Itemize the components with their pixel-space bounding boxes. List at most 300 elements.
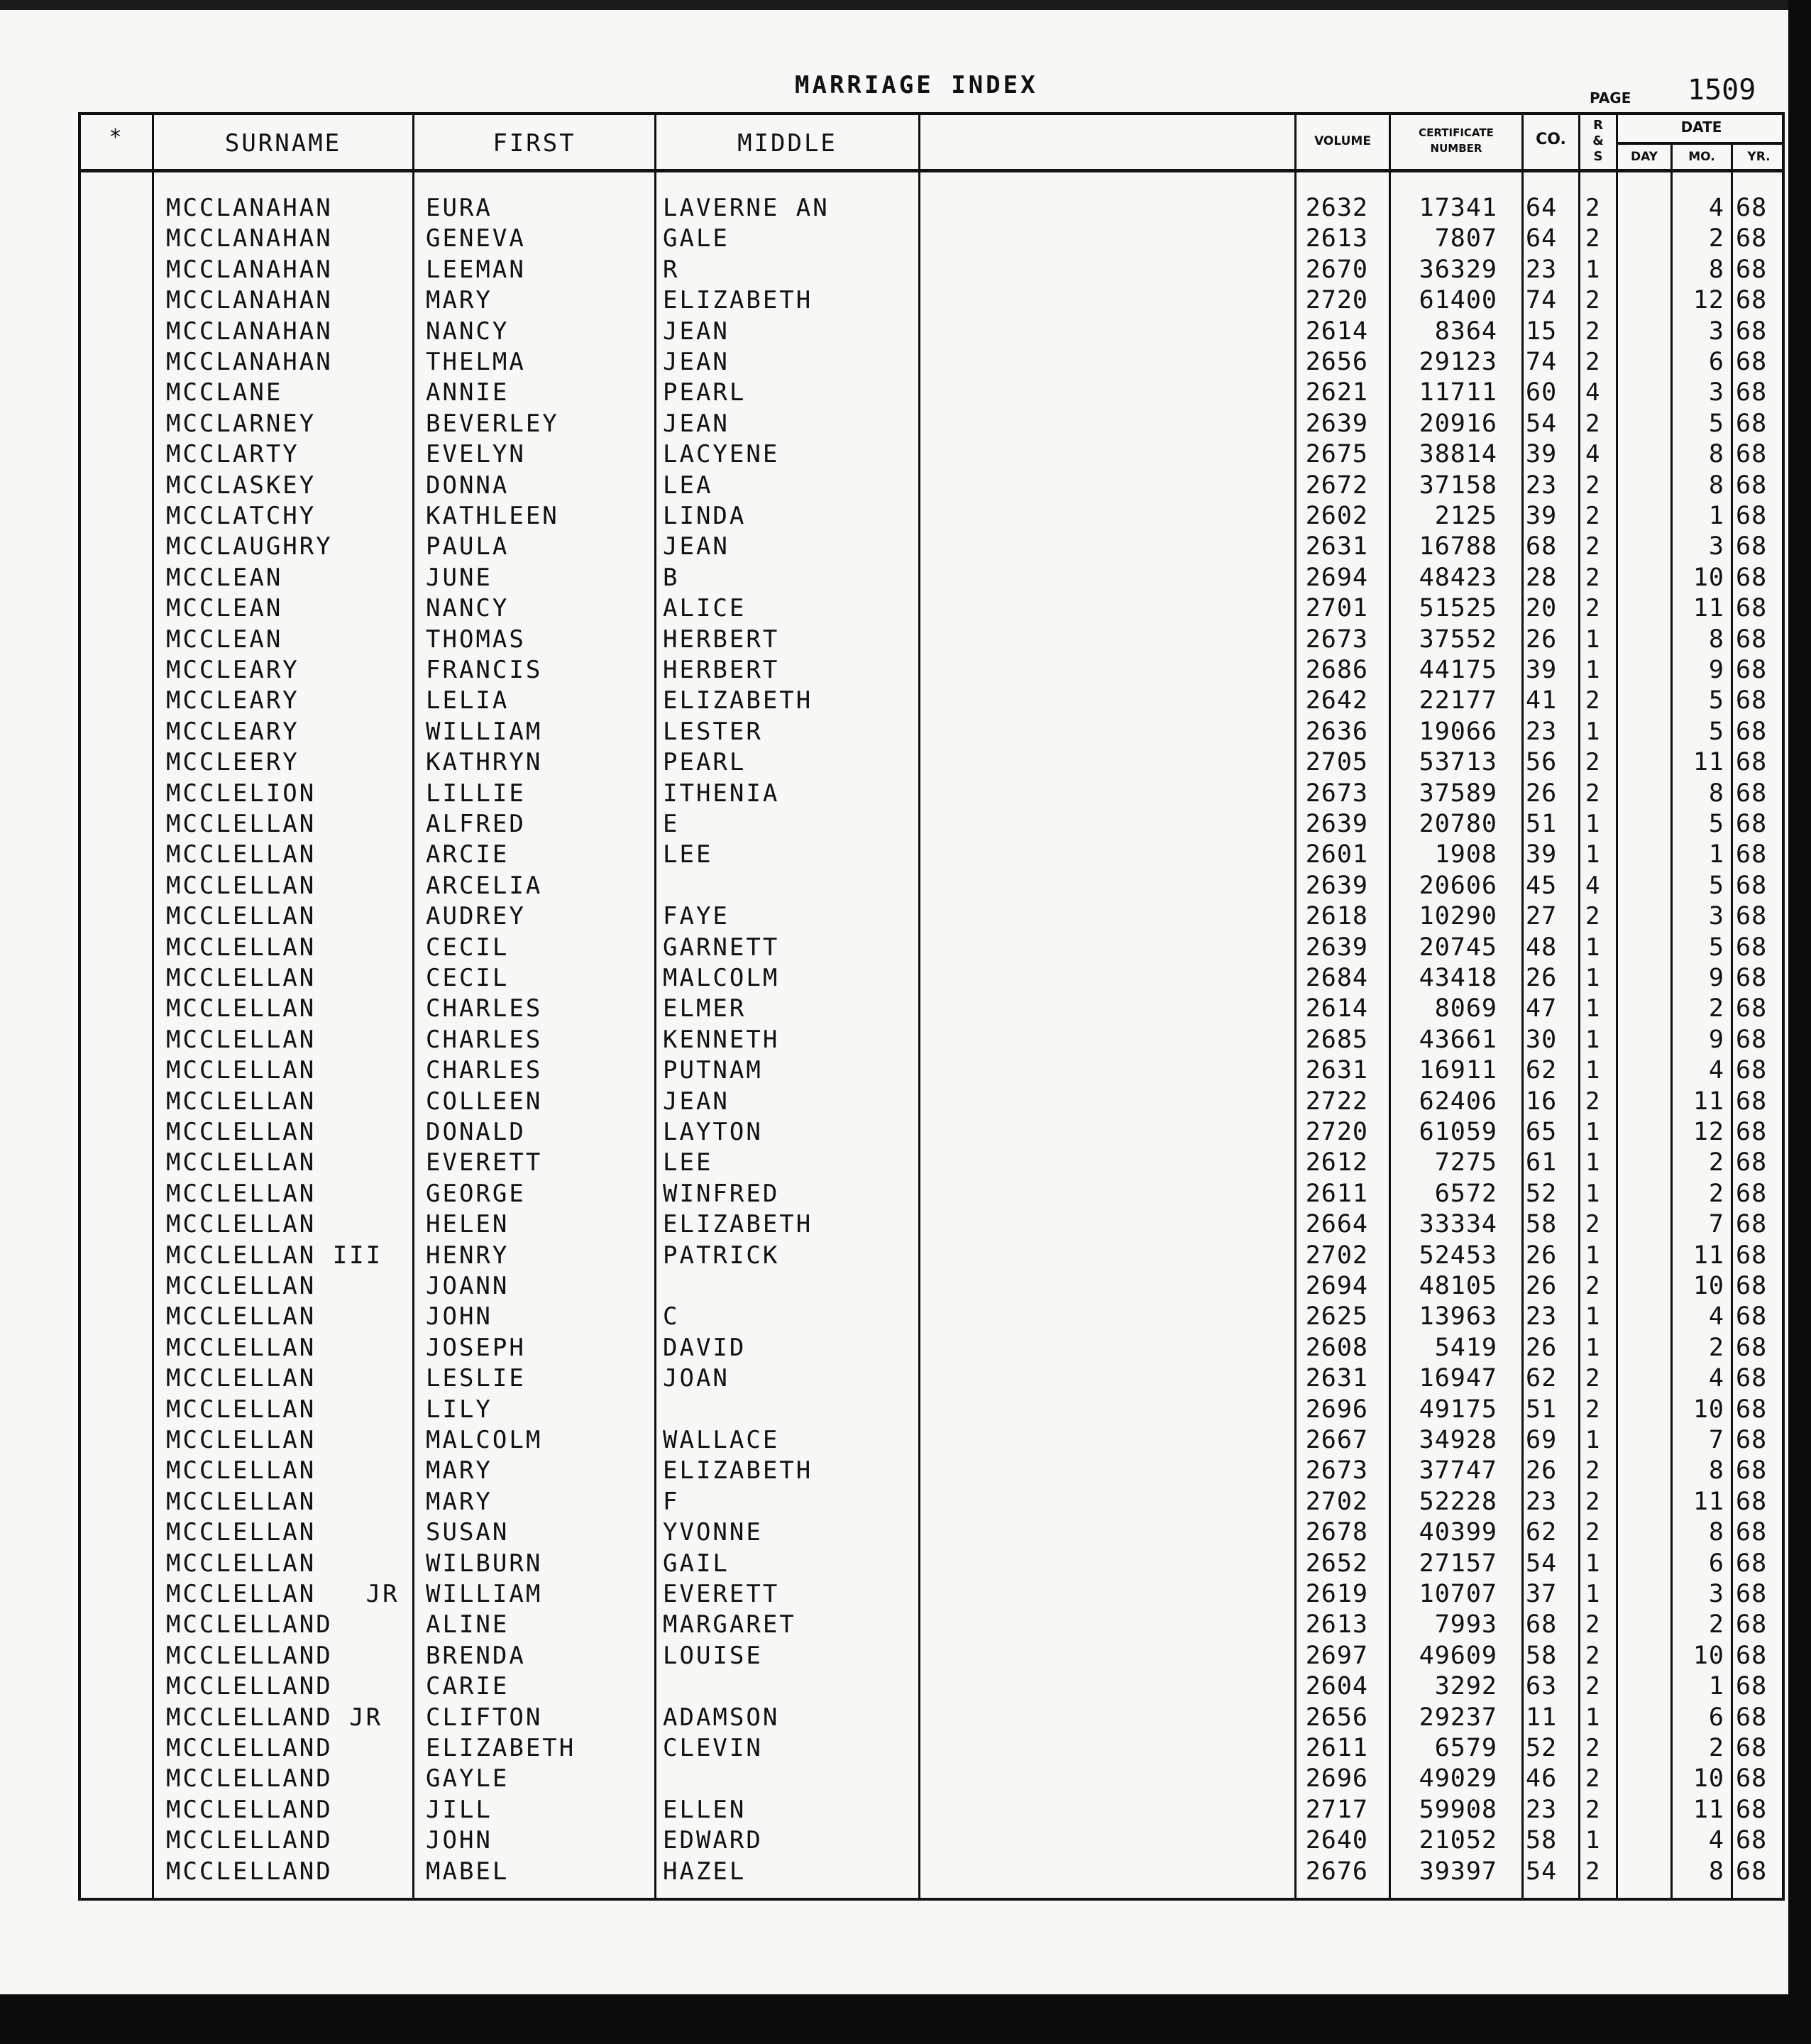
cell-cert: 37552 bbox=[1419, 625, 1497, 654]
cell-volume: 2618 bbox=[1305, 902, 1368, 931]
cell-middle: LOUISE bbox=[663, 1641, 763, 1670]
cell-rs: 1 bbox=[1585, 1333, 1602, 1362]
cell-middle: LAVERNE AN bbox=[663, 194, 830, 222]
cell-surname: MCCLANAHAN bbox=[166, 348, 333, 376]
cell-yr: 68 bbox=[1736, 378, 1768, 407]
table-row bbox=[0, 347, 1811, 378]
cell-volume: 2656 bbox=[1305, 1703, 1368, 1732]
cell-mo: 3 bbox=[1708, 1580, 1724, 1608]
header-surname: SURNAME bbox=[224, 129, 342, 158]
cell-cert: 49175 bbox=[1419, 1395, 1497, 1424]
header-volume: VOLUME bbox=[1314, 134, 1371, 148]
cell-mo: 10 bbox=[1692, 1764, 1724, 1793]
cell-middle: GARNETT bbox=[663, 933, 780, 962]
cell-volume: 2625 bbox=[1305, 1302, 1368, 1331]
page-number: 1509 bbox=[1688, 74, 1756, 106]
table-row bbox=[0, 1487, 1811, 1517]
cell-co: 39 bbox=[1526, 440, 1558, 469]
cell-volume: 2604 bbox=[1305, 1672, 1368, 1701]
cell-co: 39 bbox=[1526, 656, 1558, 684]
header-rs-r: R bbox=[1593, 118, 1603, 133]
table-row bbox=[0, 779, 1811, 809]
cell-yr: 68 bbox=[1736, 933, 1768, 962]
table-row bbox=[0, 1579, 1811, 1610]
cell-rs: 1 bbox=[1585, 1241, 1602, 1270]
cell-cert: 22177 bbox=[1419, 686, 1497, 715]
cell-surname: MCCLELLAN bbox=[166, 1056, 316, 1085]
cell-yr: 68 bbox=[1736, 409, 1768, 438]
cell-surname: MCCLELLAN bbox=[166, 994, 316, 1023]
cell-co: 27 bbox=[1526, 902, 1558, 931]
cell-cert: 48105 bbox=[1419, 1272, 1497, 1300]
header-middle: MIDDLE bbox=[737, 129, 837, 158]
cell-rs: 2 bbox=[1585, 563, 1602, 592]
cell-mo: 5 bbox=[1708, 810, 1724, 838]
cell-mo: 11 bbox=[1692, 748, 1724, 777]
cell-volume: 2673 bbox=[1305, 625, 1368, 654]
cell-rs: 2 bbox=[1585, 471, 1602, 500]
cell-rs: 1 bbox=[1585, 656, 1602, 684]
cell-middle: JEAN bbox=[663, 348, 730, 376]
cell-first: JOANN bbox=[426, 1272, 510, 1300]
cell-surname: MCCLELLAN bbox=[166, 1456, 316, 1485]
cell-surname: MCCLELLAND bbox=[166, 1857, 333, 1886]
cell-yr: 68 bbox=[1736, 1210, 1768, 1239]
cell-rs: 2 bbox=[1585, 1087, 1602, 1116]
cell-cert: 1908 bbox=[1434, 840, 1497, 869]
cell-cert: 20916 bbox=[1419, 409, 1497, 438]
header-rs bbox=[1580, 118, 1616, 165]
cell-rs: 2 bbox=[1585, 1672, 1602, 1701]
cell-co: 69 bbox=[1526, 1426, 1558, 1454]
cell-rs: 2 bbox=[1585, 286, 1602, 315]
cell-volume: 2678 bbox=[1305, 1518, 1368, 1547]
cell-cert: 27157 bbox=[1419, 1549, 1497, 1578]
table-row bbox=[0, 1703, 1811, 1733]
cell-co: 26 bbox=[1526, 1272, 1558, 1300]
cell-rs: 2 bbox=[1585, 502, 1602, 530]
cell-first: MABEL bbox=[426, 1857, 510, 1886]
header-mo: MO. bbox=[1688, 150, 1715, 164]
cell-middle: B bbox=[663, 563, 680, 592]
cell-co: 23 bbox=[1526, 717, 1558, 746]
cell-mo: 8 bbox=[1708, 471, 1724, 500]
cell-co: 62 bbox=[1526, 1518, 1558, 1547]
table-row bbox=[0, 409, 1811, 439]
table-row bbox=[0, 439, 1811, 470]
cell-rs: 2 bbox=[1585, 1610, 1602, 1639]
cell-first: ALFRED bbox=[426, 810, 526, 838]
cell-yr: 68 bbox=[1736, 625, 1768, 654]
cell-cert: 37589 bbox=[1419, 779, 1497, 808]
cell-first: LILY bbox=[426, 1395, 492, 1424]
cell-middle: KENNETH bbox=[663, 1025, 780, 1054]
cell-middle: HERBERT bbox=[663, 625, 780, 654]
cell-co: 68 bbox=[1526, 532, 1558, 561]
cell-rs: 2 bbox=[1585, 317, 1602, 346]
cell-surname: MCCLELLAN bbox=[166, 1272, 316, 1300]
cell-yr: 68 bbox=[1736, 1395, 1768, 1424]
cell-first: CECIL bbox=[426, 933, 510, 962]
cell-co: 52 bbox=[1526, 1734, 1558, 1762]
cell-mo: 5 bbox=[1708, 717, 1724, 746]
cell-volume: 2702 bbox=[1305, 1241, 1368, 1270]
cell-cert: 16788 bbox=[1419, 532, 1497, 561]
cell-rs: 2 bbox=[1585, 1857, 1602, 1886]
cell-first: EVELYN bbox=[426, 440, 526, 469]
cell-co: 52 bbox=[1526, 1179, 1558, 1208]
cell-middle: ELIZABETH bbox=[663, 286, 813, 315]
table-row bbox=[0, 471, 1811, 501]
cell-middle: WINFRED bbox=[663, 1179, 780, 1208]
cell-yr: 68 bbox=[1736, 1179, 1768, 1208]
cell-cert: 2125 bbox=[1434, 502, 1497, 530]
cell-first: COLLEEN bbox=[426, 1087, 543, 1116]
cell-first: WILBURN bbox=[426, 1549, 543, 1578]
cell-first: JILL bbox=[426, 1795, 492, 1824]
cell-yr: 68 bbox=[1736, 1148, 1768, 1177]
cell-first: CHARLES bbox=[426, 1025, 543, 1054]
cell-yr: 68 bbox=[1736, 1549, 1768, 1578]
cell-first: EURA bbox=[426, 194, 492, 222]
cell-rs: 2 bbox=[1585, 1641, 1602, 1670]
cell-middle: GALE bbox=[663, 224, 730, 253]
cell-surname: MCCLELLAND JR bbox=[166, 1703, 383, 1732]
cell-co: 62 bbox=[1526, 1364, 1558, 1393]
cell-mo: 4 bbox=[1708, 1826, 1724, 1855]
cell-surname: MCCLELLAN bbox=[166, 902, 316, 931]
header-first: FIRST bbox=[492, 129, 576, 158]
table-row bbox=[0, 1148, 1811, 1178]
cell-surname: MCCLELLAN bbox=[166, 1210, 316, 1239]
cell-cert: 8364 bbox=[1434, 317, 1497, 346]
cell-rs: 1 bbox=[1585, 1703, 1602, 1732]
cell-cert: 20606 bbox=[1419, 871, 1497, 900]
cell-yr: 68 bbox=[1736, 1087, 1768, 1116]
table-row bbox=[0, 593, 1811, 624]
cell-yr: 68 bbox=[1736, 1426, 1768, 1454]
cell-co: 23 bbox=[1526, 1795, 1558, 1824]
cell-co: 39 bbox=[1526, 840, 1558, 869]
header-day: DAY bbox=[1631, 150, 1658, 164]
cell-mo: 8 bbox=[1708, 779, 1724, 808]
cell-yr: 68 bbox=[1736, 1333, 1768, 1362]
cell-mo: 3 bbox=[1708, 532, 1724, 561]
cell-mo: 9 bbox=[1708, 1025, 1724, 1054]
header-certificate-line1: CERTIFICATE bbox=[1419, 126, 1494, 139]
cell-rs: 2 bbox=[1585, 409, 1602, 438]
cell-middle: WALLACE bbox=[663, 1426, 780, 1454]
cell-yr: 68 bbox=[1736, 286, 1768, 315]
cell-rs: 1 bbox=[1585, 625, 1602, 654]
table-row bbox=[0, 532, 1811, 562]
cell-mo: 4 bbox=[1708, 1364, 1724, 1393]
cell-surname: MCCLELLAN III bbox=[166, 1241, 383, 1270]
cell-mo: 6 bbox=[1708, 1703, 1724, 1732]
cell-surname: MCCLANE bbox=[166, 378, 283, 407]
table-row bbox=[0, 840, 1811, 870]
cell-surname: MCCLELLAND bbox=[166, 1672, 333, 1701]
table-row bbox=[0, 747, 1811, 778]
cell-volume: 2694 bbox=[1305, 1272, 1368, 1300]
table-row bbox=[0, 1395, 1811, 1425]
cell-first: KATHRYN bbox=[426, 748, 543, 777]
cell-volume: 2697 bbox=[1305, 1641, 1368, 1670]
cell-cert: 37158 bbox=[1419, 471, 1497, 500]
cell-first: ARCELIA bbox=[426, 871, 543, 900]
cell-volume: 2675 bbox=[1305, 440, 1368, 469]
header-divider bbox=[78, 169, 1785, 172]
header-date: DATE bbox=[1680, 119, 1722, 136]
cell-mo: 4 bbox=[1708, 1056, 1724, 1085]
cell-middle: ELIZABETH bbox=[663, 1210, 813, 1239]
cell-volume: 2720 bbox=[1305, 286, 1368, 315]
cell-yr: 68 bbox=[1736, 840, 1768, 869]
cell-first: AUDREY bbox=[426, 902, 526, 931]
cell-mo: 9 bbox=[1708, 656, 1724, 684]
cell-co: 56 bbox=[1526, 748, 1558, 777]
cell-co: 23 bbox=[1526, 1302, 1558, 1331]
cell-yr: 68 bbox=[1736, 1302, 1768, 1331]
table-row bbox=[0, 1025, 1811, 1055]
cell-volume: 2621 bbox=[1305, 378, 1368, 407]
cell-cert: 36329 bbox=[1419, 255, 1497, 284]
cell-co: 58 bbox=[1526, 1641, 1558, 1670]
cell-middle: LEE bbox=[663, 1148, 713, 1177]
cell-surname: MCCLELLAN bbox=[166, 1118, 316, 1146]
table-row bbox=[0, 1425, 1811, 1456]
cell-co: 30 bbox=[1526, 1025, 1558, 1054]
cell-mo: 9 bbox=[1708, 964, 1724, 992]
cell-surname: MCCLEAN bbox=[166, 594, 283, 623]
cell-yr: 68 bbox=[1736, 317, 1768, 346]
cell-volume: 2613 bbox=[1305, 1610, 1368, 1639]
cell-first: ARCIE bbox=[426, 840, 510, 869]
cell-co: 26 bbox=[1526, 1241, 1558, 1270]
cell-mo: 4 bbox=[1708, 1302, 1724, 1331]
cell-co: 39 bbox=[1526, 502, 1558, 530]
cell-rs: 2 bbox=[1585, 1795, 1602, 1824]
cell-rs: 2 bbox=[1585, 224, 1602, 253]
cell-surname: MCCLEARY bbox=[166, 656, 299, 684]
cell-rs: 2 bbox=[1585, 1456, 1602, 1485]
cell-middle: CLEVIN bbox=[663, 1734, 763, 1762]
cell-volume: 2619 bbox=[1305, 1580, 1368, 1608]
cell-yr: 68 bbox=[1736, 1025, 1768, 1054]
cell-rs: 1 bbox=[1585, 1025, 1602, 1054]
cell-surname: MCCLATCHY bbox=[166, 502, 316, 530]
cell-mo: 3 bbox=[1708, 317, 1724, 346]
cell-yr: 68 bbox=[1736, 1826, 1768, 1855]
cell-surname: MCCLELLAN bbox=[166, 871, 316, 900]
cell-middle: LINDA bbox=[663, 502, 747, 530]
cell-middle: ADAMSON bbox=[663, 1703, 780, 1732]
cell-first: HENRY bbox=[426, 1241, 510, 1270]
cell-rs: 1 bbox=[1585, 964, 1602, 992]
cell-first: THELMA bbox=[426, 348, 526, 376]
cell-cert: 62406 bbox=[1419, 1087, 1497, 1116]
cell-co: 58 bbox=[1526, 1210, 1558, 1239]
cell-mo: 3 bbox=[1708, 902, 1724, 931]
cell-middle: JEAN bbox=[663, 317, 730, 346]
cell-rs: 1 bbox=[1585, 1148, 1602, 1177]
cell-rs: 2 bbox=[1585, 194, 1602, 222]
table-row bbox=[0, 1764, 1811, 1794]
cell-yr: 68 bbox=[1736, 1056, 1768, 1085]
cell-cert: 7993 bbox=[1434, 1610, 1497, 1639]
cell-mo: 2 bbox=[1708, 994, 1724, 1023]
cell-co: 60 bbox=[1526, 378, 1558, 407]
cell-first: BEVERLEY bbox=[426, 409, 559, 438]
cell-mo: 1 bbox=[1708, 502, 1724, 530]
cell-volume: 2686 bbox=[1305, 656, 1368, 684]
cell-cert: 6579 bbox=[1434, 1734, 1497, 1762]
cell-cert: 10707 bbox=[1419, 1580, 1497, 1608]
cell-rs: 1 bbox=[1585, 933, 1602, 962]
cell-surname: MCCLELLAND bbox=[166, 1795, 333, 1824]
cell-mo: 8 bbox=[1708, 625, 1724, 654]
cell-co: 26 bbox=[1526, 1456, 1558, 1485]
cell-yr: 68 bbox=[1736, 964, 1768, 992]
cell-surname: MCCLEAN bbox=[166, 563, 283, 592]
cell-co: 45 bbox=[1526, 871, 1558, 900]
cell-cert: 20745 bbox=[1419, 933, 1497, 962]
cell-surname: MCCLAUGHRY bbox=[166, 532, 333, 561]
cell-rs: 2 bbox=[1585, 1272, 1602, 1300]
cell-middle: YVONNE bbox=[663, 1518, 763, 1547]
cell-co: 74 bbox=[1526, 286, 1558, 315]
cell-surname: MCCLELLAN bbox=[166, 1487, 316, 1516]
table-row bbox=[0, 1209, 1811, 1240]
cell-middle: DAVID bbox=[663, 1333, 747, 1362]
cell-middle: E bbox=[663, 810, 680, 838]
cell-rs: 2 bbox=[1585, 902, 1602, 931]
cell-first: CECIL bbox=[426, 964, 510, 992]
cell-cert: 43418 bbox=[1419, 964, 1497, 992]
cell-mo: 11 bbox=[1692, 594, 1724, 623]
cell-mo: 3 bbox=[1708, 378, 1724, 407]
cell-surname: MCCLEARY bbox=[166, 686, 299, 715]
cell-co: 23 bbox=[1526, 1487, 1558, 1516]
cell-co: 68 bbox=[1526, 1610, 1558, 1639]
cell-surname: MCCLELLAND bbox=[166, 1764, 333, 1793]
cell-mo: 5 bbox=[1708, 871, 1724, 900]
cell-first: KATHLEEN bbox=[426, 502, 559, 530]
cell-co: 26 bbox=[1526, 625, 1558, 654]
cell-volume: 2705 bbox=[1305, 748, 1368, 777]
cell-cert: 59908 bbox=[1419, 1795, 1497, 1824]
cell-cert: 20780 bbox=[1419, 810, 1497, 838]
cell-yr: 68 bbox=[1736, 717, 1768, 746]
cell-mo: 10 bbox=[1692, 1641, 1724, 1670]
cell-mo: 2 bbox=[1708, 1333, 1724, 1362]
cell-mo: 8 bbox=[1708, 1857, 1724, 1886]
cell-middle: ELIZABETH bbox=[663, 686, 813, 715]
cell-co: 47 bbox=[1526, 994, 1558, 1023]
table-row bbox=[0, 1671, 1811, 1702]
cell-surname: MCCLELLAND bbox=[166, 1734, 333, 1762]
header-co: CO. bbox=[1536, 131, 1566, 148]
header-star: * bbox=[109, 125, 124, 150]
cell-yr: 68 bbox=[1736, 1641, 1768, 1670]
table-row bbox=[0, 1825, 1811, 1856]
cell-mo: 11 bbox=[1692, 1241, 1724, 1270]
cell-volume: 2631 bbox=[1305, 532, 1368, 561]
cell-rs: 1 bbox=[1585, 1179, 1602, 1208]
cell-surname: MCCLELLAN bbox=[166, 840, 316, 869]
cell-middle: ELMER bbox=[663, 994, 747, 1023]
cell-middle: ITHENIA bbox=[663, 779, 780, 808]
cell-middle: LACYENE bbox=[663, 440, 780, 469]
page-title: MARRIAGE INDEX bbox=[795, 71, 1038, 99]
cell-mo: 12 bbox=[1692, 286, 1724, 315]
cell-volume: 2664 bbox=[1305, 1210, 1368, 1239]
cell-first: BRENDA bbox=[426, 1641, 526, 1670]
cell-surname: MCCLELLAN bbox=[166, 1426, 316, 1454]
cell-volume: 2673 bbox=[1305, 779, 1368, 808]
cell-first: MARY bbox=[426, 286, 492, 315]
cell-first: THOMAS bbox=[426, 625, 526, 654]
cell-middle: HERBERT bbox=[663, 656, 780, 684]
table-row bbox=[0, 933, 1811, 963]
cell-mo: 7 bbox=[1708, 1210, 1724, 1239]
cell-mo: 2 bbox=[1708, 1148, 1724, 1177]
cell-yr: 68 bbox=[1736, 1456, 1768, 1485]
cell-co: 64 bbox=[1526, 224, 1558, 253]
cell-volume: 2642 bbox=[1305, 686, 1368, 715]
cell-co: 11 bbox=[1526, 1703, 1558, 1732]
table-row bbox=[0, 317, 1811, 347]
table-row bbox=[0, 1302, 1811, 1332]
cell-middle: PUTNAM bbox=[663, 1056, 763, 1085]
table-row bbox=[0, 501, 1811, 532]
cell-cert: 48423 bbox=[1419, 563, 1497, 592]
cell-surname: MCCLANAHAN bbox=[166, 255, 333, 284]
cell-mo: 10 bbox=[1692, 563, 1724, 592]
cell-cert: 7807 bbox=[1434, 224, 1497, 253]
cell-volume: 2670 bbox=[1305, 255, 1368, 284]
cell-cert: 61059 bbox=[1419, 1118, 1497, 1146]
cell-surname: MCCLELLAN bbox=[166, 933, 316, 962]
cell-middle: PEARL bbox=[663, 748, 747, 777]
cell-cert: 34928 bbox=[1419, 1426, 1497, 1454]
cell-surname: MCCLELION bbox=[166, 779, 316, 808]
cell-cert: 16911 bbox=[1419, 1056, 1497, 1085]
cell-middle: MARGARET bbox=[663, 1610, 796, 1639]
cell-first: GAYLE bbox=[426, 1764, 510, 1793]
table-row bbox=[0, 224, 1811, 254]
cell-volume: 2676 bbox=[1305, 1857, 1368, 1886]
cell-co: 54 bbox=[1526, 1857, 1558, 1886]
cell-volume: 2632 bbox=[1305, 194, 1368, 222]
cell-first: MARY bbox=[426, 1487, 492, 1516]
cell-co: 54 bbox=[1526, 409, 1558, 438]
cell-middle: EDWARD bbox=[663, 1826, 763, 1855]
cell-first: GEORGE bbox=[426, 1179, 526, 1208]
cell-mo: 8 bbox=[1708, 440, 1724, 469]
table-row bbox=[0, 255, 1811, 285]
cell-mo: 7 bbox=[1708, 1426, 1724, 1454]
cell-co: 48 bbox=[1526, 933, 1558, 962]
table-row bbox=[0, 1517, 1811, 1548]
cell-rs: 2 bbox=[1585, 748, 1602, 777]
cell-yr: 68 bbox=[1736, 779, 1768, 808]
table-row bbox=[0, 1241, 1811, 1271]
cell-first: JOHN bbox=[426, 1302, 492, 1331]
cell-volume: 2720 bbox=[1305, 1118, 1368, 1146]
cell-cert: 8069 bbox=[1434, 994, 1497, 1023]
cell-rs: 2 bbox=[1585, 1734, 1602, 1762]
